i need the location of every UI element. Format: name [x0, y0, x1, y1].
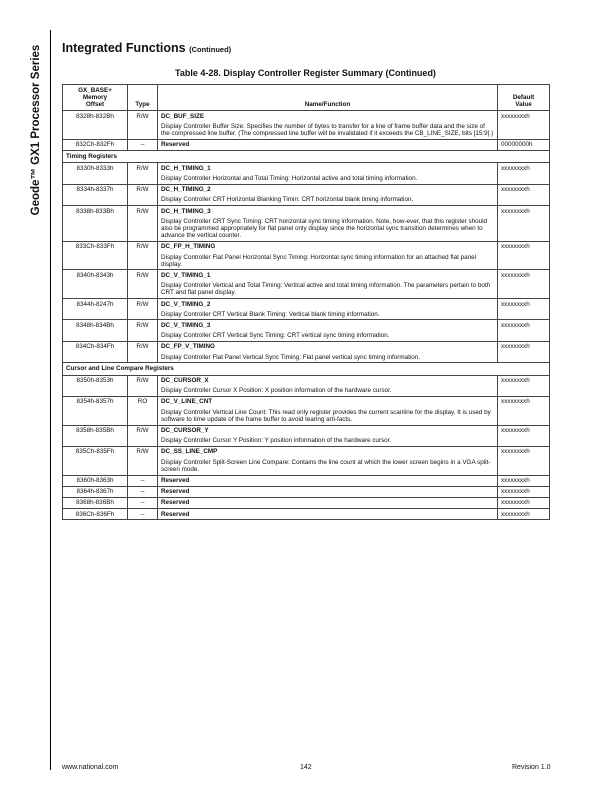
table-row [63, 497, 550, 508]
table-row [63, 111, 550, 140]
table-row [63, 475, 550, 486]
register-name: DC_V_TIMING_3 [161, 321, 211, 329]
name-cell [158, 241, 498, 270]
offset-cell: 8330h-8333h [63, 163, 128, 184]
name-cell [158, 270, 498, 299]
default-header: Default Value [498, 85, 550, 111]
footer-revision: Revision 1.0 [512, 764, 551, 771]
offset-cell: 8360h-8363h [63, 475, 128, 486]
section-title-text: Integrated Functions [62, 41, 186, 55]
footer-page-number: 142 [300, 764, 312, 771]
offset-cell: 8350h-8353h [63, 375, 128, 396]
default-cell: xxxxxxxxh [498, 396, 550, 425]
table-row [63, 241, 550, 270]
table-header-row [63, 85, 550, 111]
type-cell: -- [128, 509, 158, 520]
name-cell [158, 446, 498, 475]
register-description: Display Controller Cursor Y Position: Y position information of the hardware cursor. [161, 437, 392, 445]
table-row [63, 509, 550, 520]
table-row [63, 446, 550, 475]
name-cell [158, 139, 498, 150]
type-cell: -- [128, 486, 158, 497]
default-cell: xxxxxxxxh [498, 299, 550, 320]
offset-header: GX_BASE+ Memory Offset [63, 85, 128, 111]
register-description: Display Controller Flat Panel Horizontal Sync Timing: Horizontal sync timing information for an attached flat panel display. [161, 253, 476, 268]
type-cell: R/W [128, 270, 158, 299]
table-row [63, 375, 550, 396]
table-row [63, 206, 550, 242]
table-row [63, 299, 550, 320]
type-cell: R/W [128, 184, 158, 205]
offset-cell: 8340h-8343h [63, 270, 128, 299]
register-name: DC_FP_H_TIMING [161, 243, 216, 251]
register-name: Reserved [161, 499, 190, 507]
register-description: Display Controller Vertical Line Count: This read only register provides the current scanline for the display. It is used by software to time update of the frame buffer to avoid tearing arti-facts. [161, 408, 491, 423]
register-description: Display Controller CRT Vertical Blank Timing: Vertical blank timing information. [161, 310, 380, 318]
default-cell: xxxxxxxxh [498, 341, 550, 362]
name-cell [158, 320, 498, 341]
default-cell: xxxxxxxxh [498, 270, 550, 299]
register-name: DC_CURSOR_Y [161, 427, 209, 435]
table-row [63, 320, 550, 341]
offset-cell: 832Ch-832Fh [63, 139, 128, 150]
register-name: Reserved [161, 141, 190, 149]
name-cell [158, 206, 498, 242]
register-description: Display Controller CRT Sync Timing: CRT horizontal sync timing information. Note, how-ever, that this register should also be programmed appropriately for flat panel only display since the horizontal sync transition determines when to advance the vertical counter. [161, 217, 488, 240]
offset-cell: 8328h-832Bh [63, 111, 128, 140]
register-name: DC_H_TIMING_2 [161, 186, 211, 194]
type-cell: R/W [128, 425, 158, 446]
table-caption: Table 4-28. Display Controller Register Summary (Continued) [175, 68, 436, 78]
default-cell: xxxxxxxxh [498, 241, 550, 270]
table-row [63, 184, 550, 205]
offset-cell: 8364h-8367h [63, 486, 128, 497]
table-row [63, 396, 550, 425]
section-title [62, 41, 231, 55]
offset-cell: 8334h-8337h [63, 184, 128, 205]
register-name: Reserved [161, 477, 190, 485]
table-row [63, 270, 550, 299]
offset-cell: 8338h-833Bh [63, 206, 128, 242]
series-title [28, 30, 50, 230]
default-cell: xxxxxxxxh [498, 486, 550, 497]
type-cell: RO [128, 396, 158, 425]
table-row [63, 341, 550, 362]
name-cell [158, 486, 498, 497]
register-summary-table [62, 84, 550, 520]
type-cell: R/W [128, 341, 158, 362]
name-cell [158, 163, 498, 184]
name-header: Name/Function [158, 85, 498, 111]
table-row [63, 425, 550, 446]
type-cell: R/W [128, 320, 158, 341]
register-description: Display Controller Split-Screen Line Compare: Contains the line count at which the lower screen begins in a VGA split-screen mode. [161, 458, 491, 473]
name-cell [158, 475, 498, 486]
group-label: Cursor and Line Compare Registers [63, 363, 550, 375]
type-cell: R/W [128, 299, 158, 320]
register-name: DC_V_TIMING_1 [161, 271, 211, 279]
default-cell: xxxxxxxxh [498, 184, 550, 205]
register-description: Display Controller CRT Horizontal Blanking Timin: CRT horizontal blank timing information. [161, 196, 414, 204]
register-name: DC_BUF_SIZE [161, 112, 205, 120]
table-group-row [63, 363, 550, 375]
register-description: Display Controller Horizontal and Total Timing: Horizontal active and total timing information. [161, 174, 418, 182]
type-cell: R/W [128, 163, 158, 184]
offset-cell: 8348h-834Bh [63, 320, 128, 341]
section-title-continued: (Continued) [189, 45, 232, 54]
register-name: DC_H_TIMING_3 [161, 207, 211, 215]
default-cell: xxxxxxxxh [498, 375, 550, 396]
table-row [63, 486, 550, 497]
type-cell: -- [128, 139, 158, 150]
name-cell [158, 509, 498, 520]
register-name: DC_V_LINE_CNT [161, 398, 213, 406]
offset-cell: 8354h-8357h [63, 396, 128, 425]
series-title-text: Geode™ GX1 Processor Series [30, 44, 42, 216]
name-cell [158, 341, 498, 362]
table-row [63, 163, 550, 184]
offset-cell: 836Ch-836Fh [63, 509, 128, 520]
register-name: DC_SS_LINE_CMP [161, 448, 218, 456]
offset-cell: 834Ch-834Fh [63, 341, 128, 362]
register-name: Reserved [161, 510, 190, 518]
default-cell: xxxxxxxxh [498, 206, 550, 242]
table-row [63, 139, 550, 150]
register-description: Display Controller Cursor X Position: X position information of the hardware cursor. [161, 387, 392, 395]
register-description: Display Controller CRT Vertical Sync Timing: CRT vertical sync timing information. [161, 332, 390, 340]
default-cell: xxxxxxxxh [498, 475, 550, 486]
offset-cell: 8358h-835Bh [63, 425, 128, 446]
name-cell [158, 396, 498, 425]
table-group-row [63, 151, 550, 163]
default-cell: xxxxxxxxh [498, 446, 550, 475]
offset-cell: 833Ch-833Fh [63, 241, 128, 270]
type-header: Type [128, 85, 158, 111]
name-cell [158, 425, 498, 446]
default-cell: xxxxxxxxh [498, 320, 550, 341]
offset-cell: 8368h-836Bh [63, 497, 128, 508]
type-cell: R/W [128, 446, 158, 475]
register-description: Display Controller Buffer Size: Specifies the number of bytes to transfer for a line of frame buffer data and the size of the compressed line buffer. (The compressed line buffer will be invalidated if it exceeds the CB_LINE_SIZE, bits [15:9].) [161, 122, 494, 138]
offset-cell: 8344h-8247h [63, 299, 128, 320]
register-description: Display Controller Vertical and Total Timing: Vertical active and total timing information. The parameters pertain to both CRT and flat panel display. [161, 282, 491, 297]
default-cell: xxxxxxxxh [498, 509, 550, 520]
type-cell: R/W [128, 111, 158, 140]
offset-cell: 835Ch-835Fh [63, 446, 128, 475]
register-name: Reserved [161, 488, 190, 496]
name-cell [158, 497, 498, 508]
group-label: Timing Registers [63, 151, 550, 163]
name-cell [158, 375, 498, 396]
name-cell [158, 184, 498, 205]
margin-rule [50, 30, 51, 770]
register-name: DC_V_TIMING_2 [161, 300, 211, 308]
register-name: DC_CURSOR_X [161, 377, 209, 384]
default-cell: xxxxxxxxh [498, 163, 550, 184]
name-cell [158, 111, 498, 140]
type-cell: R/W [128, 241, 158, 270]
table-body [63, 111, 550, 520]
register-name: DC_H_TIMING_1 [161, 164, 211, 172]
type-cell: R/W [128, 375, 158, 396]
default-cell: xxxxxxxxh [498, 111, 550, 140]
default-cell: xxxxxxxxh [498, 497, 550, 508]
default-cell: 00000000h [498, 139, 550, 150]
register-name: DC_FP_V_TIMING [161, 343, 215, 351]
default-cell: xxxxxxxxh [498, 425, 550, 446]
type-cell: -- [128, 475, 158, 486]
name-cell [158, 299, 498, 320]
type-cell: -- [128, 497, 158, 508]
footer-website: www.national.com [62, 764, 119, 771]
register-description: Display Controller Flat Panel Vertical Sync Timing: Flat panel vertical sync timing information. [161, 353, 420, 361]
type-cell: R/W [128, 206, 158, 242]
